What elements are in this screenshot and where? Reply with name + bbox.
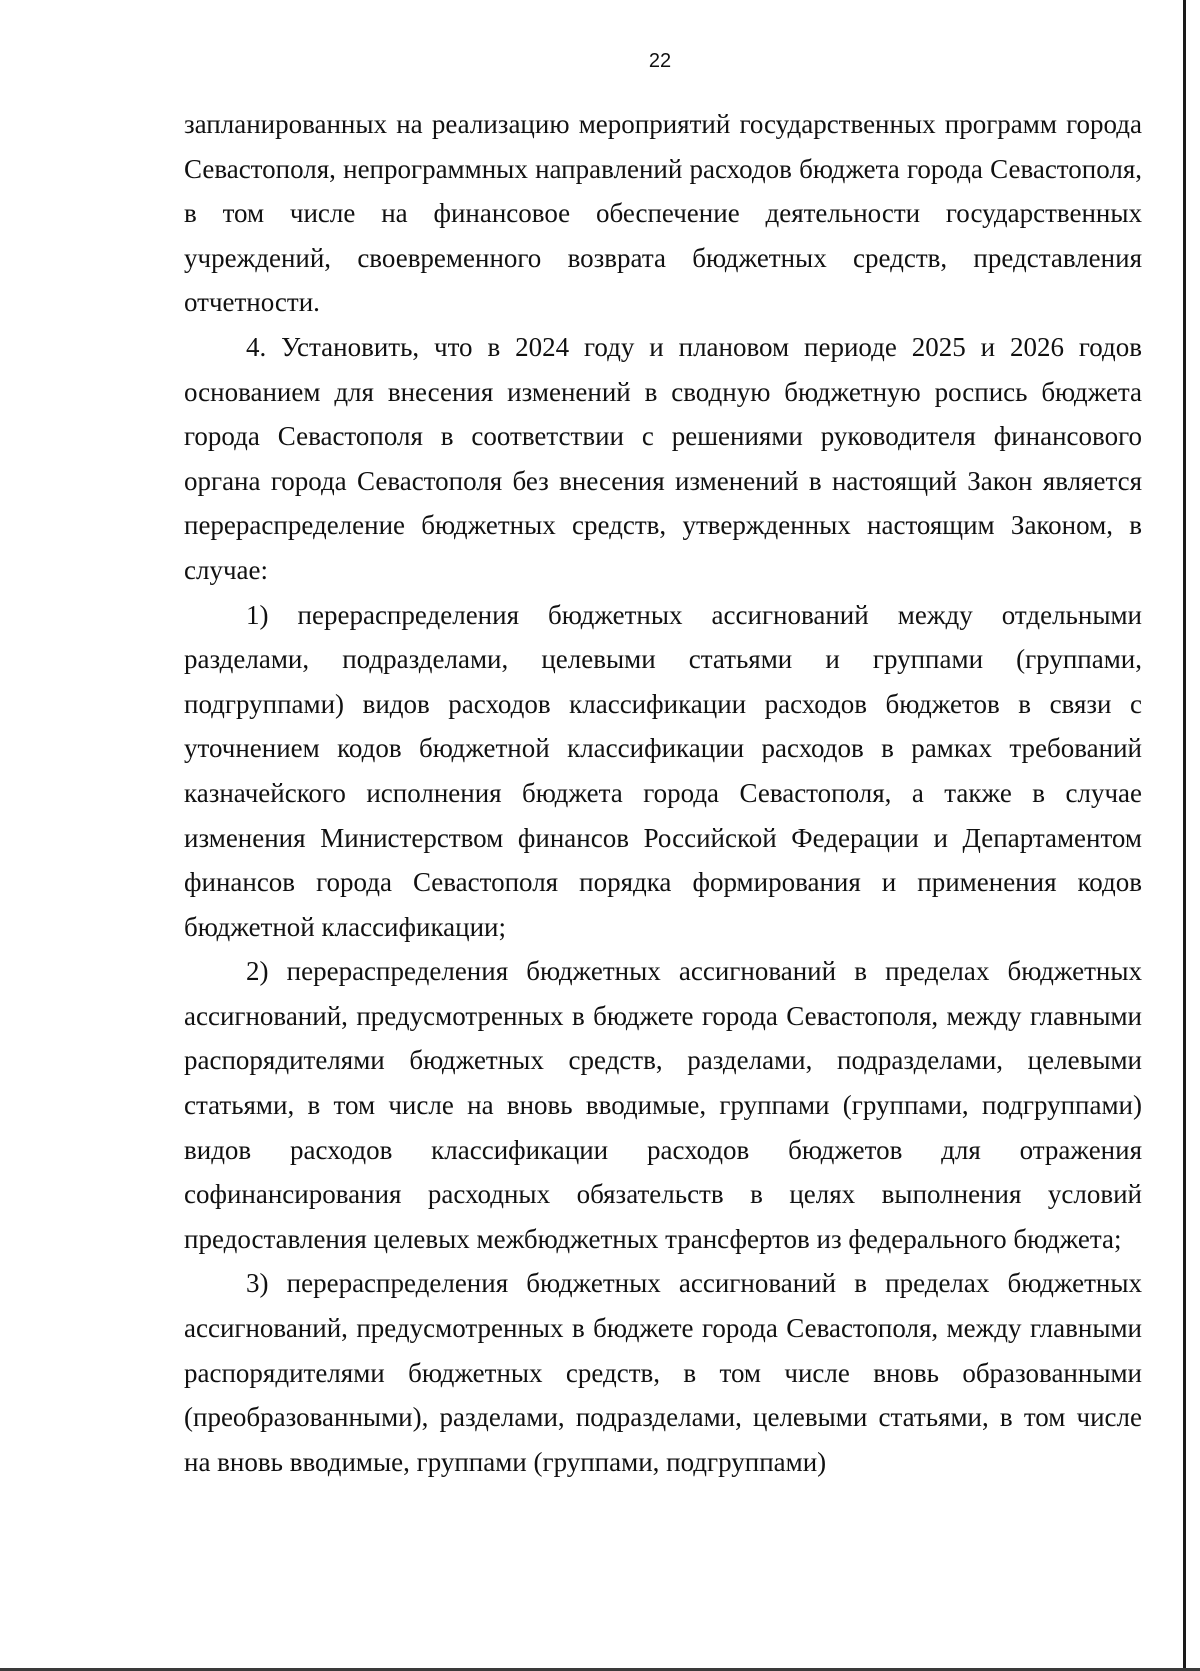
page-number: 22 <box>648 50 672 72</box>
subparagraph-2: 2) перераспределения бюджетных ассигнований в пределах бюджетных ассигнований, предусмотренных в бюджете города Севастополя, между главными распорядителями бюджетных средств, разделами, подразделами, целевыми статьями, в том числе на вновь вводимые, группами (группами, подгруппами) видов расходов классификации расходов бюджетов для отражения софинансирования расходных обязательств в целях выполнения условий предоставления целевых межбюджетных трансфертов из федерального бюджета; <box>184 956 1142 1254</box>
paragraph-item-4: 4. Установить, что в 2024 году и плановом периоде 2025 и 2026 годов основанием для внесения изменений в сводную бюджетную роспись бюджета города Севастополя в соответствии с решениями руководителя финансового органа города Севастополя без внесения изменений в настоящий Закон является перераспределение бюджетных средств, утвержденных настоящим Законом, в случае: <box>184 331 1142 585</box>
subparagraph-1: 1) перераспределения бюджетных ассигнований между отдельными разделами, подразделами, целевыми статьями и группами (группами, подгруппами) видов расходов классификации расходов бюджетов в связи с уточнением кодов бюджетной классификации расходов в рамках требований казначейского исполнения бюджета города Севастополя, а также в случае изменения Министерством финансов Российской Федерации и Департаментом финансов города Севастополя порядка формирования и применения кодов бюджетной классификации; <box>184 599 1142 942</box>
document-body <box>184 102 1142 1484</box>
subparagraph-3: 3) перераспределения бюджетных ассигнований в пределах бюджетных ассигнований, предусмотренных в бюджете города Севастополя, между главными распорядителями бюджетных средств, в том числе вновь образованными (преобразованными), разделами, подразделами, целевыми статьями, в том числе на вновь вводимые, группами (группами, подгруппами) <box>184 1268 1142 1477</box>
paragraph-continuation: запланированных на реализацию мероприятий государственных программ города Севастополя, непрограммных направлений расходов бюджета города Севастополя, в том числе на финансовое обеспечение деятельности государственных учреждений, своевременного возврата бюджетных средств, представления отчетности. <box>184 109 1142 318</box>
scan-edge-right <box>1183 0 1186 1671</box>
